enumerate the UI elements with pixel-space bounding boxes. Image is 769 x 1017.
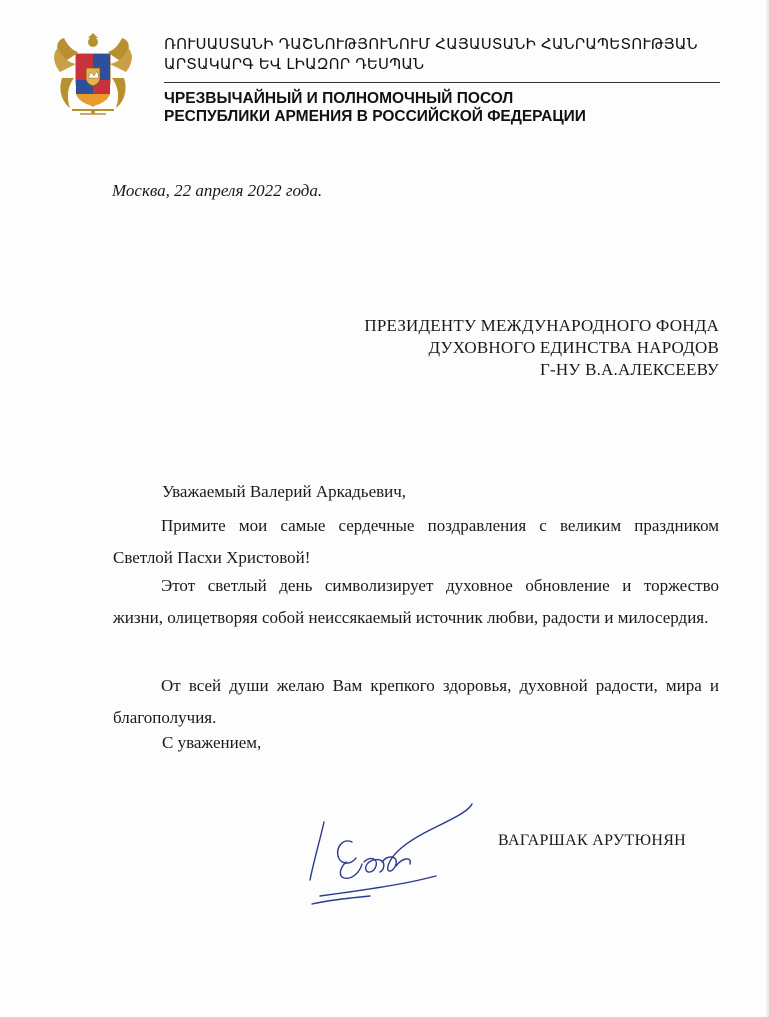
addressee-line-3: Г-НУ В.А.АЛЕКСЕЕВУ [540, 360, 719, 379]
signer-name: ВАГАРШАК АРУТЮНЯН [498, 832, 687, 849]
paragraph-2 [113, 570, 719, 634]
paragraph-1 [113, 510, 719, 574]
russian-title-line-1: ЧРЕЗВЫЧАЙНЫЙ И ПОЛНОМОЧНЫЙ ПОСОЛ [164, 90, 514, 107]
paragraph-2-first-line: Этот светлый день символизирует духовное обновление и торжество [161, 576, 719, 595]
addressee-line-2: ДУХОВНОГО ЕДИНСТВА НАРОДОВ [428, 338, 719, 357]
header-divider [164, 82, 720, 83]
addressee-block [364, 315, 719, 381]
coat-of-arms-of-armenia-icon [50, 32, 136, 118]
paragraph-1-rest: Светлой Пасхи Христовой! [113, 548, 311, 567]
armenian-title-line-2: ԱՐՏԱԿԱՐԳ ԵՎ ԼԻԱԶՈՐ ԴԵՍՊԱՆ [164, 55, 425, 73]
paragraph-3-rest: благополучия. [113, 708, 217, 727]
paragraph-3-first-line: От всей души желаю Вам крепкого здоровья, духовной радости, мира и [161, 676, 719, 695]
addressee-line-1: ПРЕЗИДЕНТУ МЕЖДУНАРОДНОГО ФОНДА [364, 316, 719, 335]
armenian-title-line-1: ՌՈՒՍԱՍՏԱՆԻ ԴԱՇՆՈՒԹՅՈՒՆՈՒՄ ՀԱՅԱՍՏԱՆԻ ՀԱՆՐԱՊԵՏՈՒԹՅԱՆ [164, 35, 698, 53]
paragraph-3 [113, 670, 719, 734]
letter-date: Москва, 22 апреля 2022 года. [112, 181, 323, 200]
salutation: Уважаемый Валерий Аркадьевич, [162, 482, 407, 501]
paragraph-2-rest: жизни, олицетворяя собой неиссякаемый источник любви, радости и милосердия. [113, 608, 709, 627]
paragraph-1-first-line: Примите мои самые сердечные поздравления с великим праздником [161, 516, 719, 535]
handwritten-signature-icon [290, 800, 480, 915]
letterhead [50, 30, 720, 130]
closing-phrase: С уважением, [162, 733, 262, 752]
russian-title-line-2: РЕСПУБЛИКИ АРМЕНИЯ В РОССИЙСКОЙ ФЕДЕРАЦИИ [164, 108, 586, 125]
